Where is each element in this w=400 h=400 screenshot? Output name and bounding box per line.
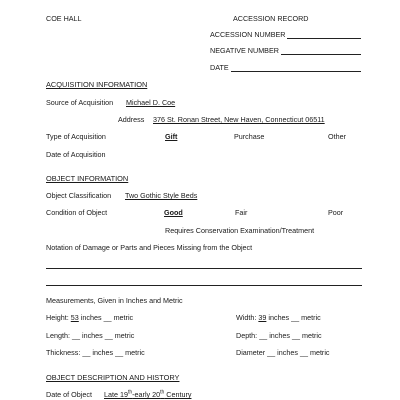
description-heading: OBJECT DESCRIPTION AND HISTORY: [46, 373, 180, 382]
metric-unit: metric: [301, 313, 321, 322]
condition-poor: Poor: [328, 208, 344, 217]
metric-unit: metric: [309, 348, 330, 357]
inches-unit: inches: [277, 348, 298, 357]
inches-unit: inches: [269, 331, 290, 340]
record-title: ACCESSION RECORD: [233, 14, 309, 23]
blank-field: __: [267, 348, 276, 357]
damage-notation-line[interactable]: [46, 285, 362, 286]
type-gift: Gift: [165, 132, 178, 141]
width-row: [236, 314, 321, 321]
metric-unit: metric: [125, 348, 145, 357]
blank-field: __: [103, 313, 112, 322]
address-value: 376 St. Ronan Street, New Haven, Connecticut 06511: [153, 115, 325, 124]
source-label: Source of Acquisition: [46, 98, 114, 107]
source-value: Michael D. Coe: [126, 98, 176, 107]
damage-notation-line[interactable]: [46, 268, 362, 269]
blank-field: __: [104, 331, 113, 340]
date-part: -early 20: [132, 390, 161, 399]
measurements-heading: Measurements, Given in Inches and Metric: [46, 296, 183, 305]
blank-field: __: [291, 331, 300, 340]
height-value: 53: [70, 313, 79, 322]
accession-number-field[interactable]: [287, 38, 361, 39]
blank-field: __: [291, 313, 300, 322]
negative-number-label: NEGATIVE NUMBER: [210, 46, 279, 55]
metric-unit: metric: [301, 331, 322, 340]
acquisition-type-label: Type of Acquisition: [46, 132, 106, 141]
inches-unit: inches: [268, 313, 290, 322]
accession-number-label: ACCESSION NUMBER: [210, 30, 286, 39]
type-purchase: Purchase: [234, 132, 265, 141]
address-label: Address: [118, 115, 145, 124]
diameter-label: Diameter: [236, 348, 266, 357]
depth-label: Depth:: [236, 331, 258, 340]
date-part: Century: [164, 390, 192, 399]
condition-fair: Fair: [235, 208, 248, 217]
hall-name: COE HALL: [46, 14, 82, 23]
acquisition-heading: ACQUISITION INFORMATION: [46, 80, 148, 89]
blank-field: __: [82, 348, 91, 357]
condition-good: Good: [164, 208, 183, 217]
classification-label: Object Classification: [46, 191, 112, 200]
damage-notation-label: Notation of Damage or Parts and Pieces Missing from the Object: [46, 243, 253, 252]
inches-unit: inches: [80, 313, 102, 322]
ordinal-suffix: th: [160, 389, 165, 396]
date-of-object-value: [104, 391, 191, 398]
diameter-row: [236, 349, 330, 356]
type-other: Other: [328, 132, 346, 141]
requires-conservation-label: Requires Conservation Examination/Treatment: [165, 226, 315, 235]
width-label: Width:: [236, 313, 257, 322]
inches-unit: inches: [92, 348, 114, 357]
thickness-row: [46, 349, 145, 356]
metric-unit: metric: [113, 313, 134, 322]
height-label: Height:: [46, 313, 69, 322]
ordinal-suffix: th: [127, 389, 133, 396]
height-row: [46, 314, 133, 321]
date-label: DATE: [210, 63, 229, 72]
thickness-label: Thickness:: [46, 348, 81, 357]
length-label: Length:: [46, 331, 70, 340]
date-field[interactable]: [231, 71, 361, 72]
date-of-object-label: Date of Object: [46, 390, 92, 399]
condition-label: Condition of Object: [46, 208, 108, 217]
date-part: Late 19: [104, 390, 128, 399]
date-of-acquisition-label: Date of Acquisition: [46, 150, 106, 159]
blank-field: __: [299, 348, 308, 357]
classification-value: Two Gothic Style Beds: [125, 191, 198, 200]
width-value: 39: [258, 313, 267, 322]
inches-unit: inches: [81, 331, 103, 340]
blank-field: __: [259, 331, 268, 340]
blank-field: __: [71, 331, 80, 340]
depth-row: [236, 332, 322, 339]
metric-unit: metric: [114, 331, 135, 340]
blank-field: __: [115, 348, 124, 357]
object-heading: OBJECT INFORMATION: [46, 174, 129, 183]
length-row: [46, 332, 134, 339]
negative-number-field[interactable]: [281, 54, 361, 55]
